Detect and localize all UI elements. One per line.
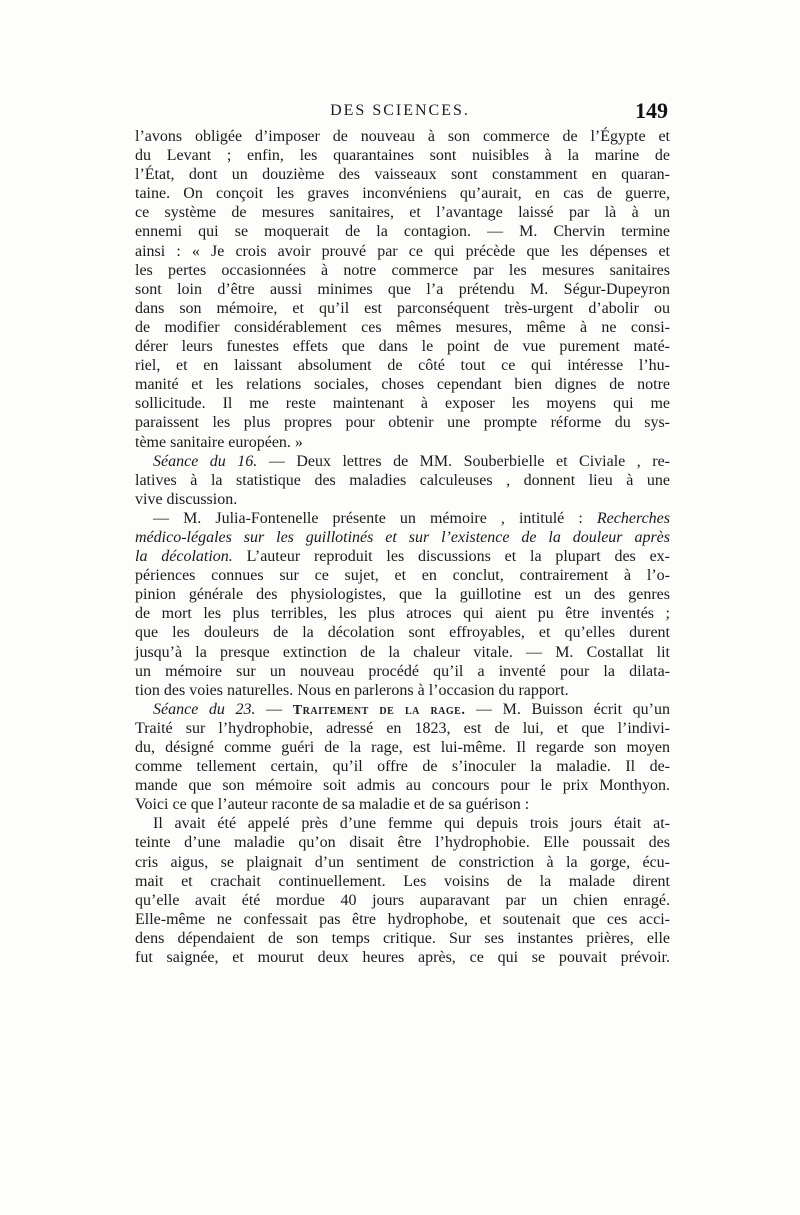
text-line: sont loin d’être aussi minimes que l’a prétendu M. Ségur-Dupeyron	[135, 280, 670, 298]
julia-line	[135, 509, 670, 528]
text-line: mait et crachait continuellement. Les voisins de la malade dirent	[135, 872, 670, 890]
memoir-title: Recherches	[596, 509, 670, 527]
text-line: paraissent les plus propres pour obtenir une prompte réforme du sys-	[135, 414, 670, 432]
text-line: de mort les plus terribles, les plus atroces qui aient pu être inventés ;	[135, 605, 670, 623]
text-line: dans son mémoire, et qu’il est parconséquent très-urgent d’abolir ou	[135, 299, 670, 317]
seance-16-text: — Deux lettres de MM. Souberbielle et Civiale , re-	[257, 452, 670, 470]
text-line: Traité sur l’hydrophobie, adressé en 1823, est de lui, et que l’indivi-	[135, 719, 670, 737]
seance-23-text: — M. Buisson écrit qu’un	[465, 700, 671, 718]
text-line: taine. On conçoit les graves inconvéniens qu’aurait, en cas de guerre,	[135, 185, 670, 203]
text-line: l’avons obligée d’imposer de nouveau à son commerce de l’Égypte et	[135, 128, 670, 145]
text-line: manité et les relations sociales, choses cependant bien dignes de notre	[135, 376, 670, 394]
text-line: dens dépendaient de son temps critique. Sur ses instantes prières, elle	[135, 929, 670, 947]
julia-text: — M. Julia-Fontenelle présente un mémoire , intitulé :	[153, 509, 597, 527]
text-line: ainsi : « Je crois avoir prouvé par ce qui précède que les dépenses et	[135, 242, 670, 260]
text-line: mande que son mémoire soit admis au concours pour le prix Monthyon.	[135, 777, 670, 795]
text-line: un mémoire sur un nouveau procédé qu’il a inventé pour la dilata-	[135, 662, 670, 680]
text-line: du, désigné comme guéri de la rage, est lui-même. Il regarde son moyen	[135, 739, 670, 756]
text-line: de modifier considérablement ces mêmes mesures, même à ne consi-	[135, 318, 670, 336]
text-line: teinte d’une maladie qu’on disait être l’hydrophobie. Elle poussait des	[135, 834, 670, 852]
memoir-title-end: la décolation.	[135, 548, 233, 566]
memoir-title-line: médico-légales sur les guillotinés et sur l’existence de la douleur après	[135, 528, 670, 546]
seance-16-label: Séance du 16.	[153, 452, 258, 470]
seance-16-line	[135, 452, 670, 471]
text-line: riel, et en laissant absolument de côté tout ce qui intéresse l’hu-	[135, 357, 670, 375]
text-line: ce système de mesures sanitaires, et l’avantage laissé par là à un	[135, 204, 670, 222]
section-heading: Traitement de la rage.	[292, 702, 466, 718]
running-head	[130, 96, 670, 126]
text-line: Elle-même ne confessait pas être hydrophobe, et soutenait que ces acci-	[135, 910, 670, 928]
text-line: tème sanitaire européen. »	[135, 433, 303, 451]
text-line: l’État, dont un douzième des vaisseaux sont constamment en quaran-	[135, 166, 670, 184]
text-line: que les douleurs de la décolation sont effroyables, et qu’elles durent	[135, 624, 670, 642]
text-line: du Levant ; enfin, les quarantaines sont nuisibles à la marine de	[135, 147, 670, 165]
text-line: jusqu’à la presque extinction de la chaleur vitale. — M. Costallat lit	[135, 643, 670, 661]
text-line: fut saignée, et mourut deux heures après, ce qui se pouvait prévoir.	[135, 949, 670, 967]
page-number: 149	[635, 98, 668, 123]
seance-23-line	[135, 700, 670, 719]
text-line: ennemi qui se moquerait de la contagion. — M. Chervin termine	[135, 223, 670, 241]
text-line: Il avait été appelé près d’une femme qui depuis trois jours était at-	[153, 815, 670, 833]
text-line: comme tellement certain, qu’il offre de s’inoculer la maladie. Il de-	[135, 758, 670, 776]
text-line: les pertes occasionnées à notre commerce par les mesures sanitaires	[135, 261, 670, 279]
text-line: Voici ce que l’auteur raconte de sa maladie et de sa guérison :	[135, 796, 530, 814]
seance-23-label: Séance du 23.	[153, 700, 256, 718]
text-line: cris aigus, se plaignait d’un sentiment de constriction à la gorge, écu-	[135, 853, 670, 871]
julia-line	[135, 547, 670, 566]
body-text	[135, 127, 670, 967]
julia-text: L’auteur reproduit les discussions et la plupart des ex-	[232, 548, 670, 566]
text-line: tion des voies naturelles. Nous en parlerons à l’occasion du rapport.	[135, 681, 569, 699]
text-line: vive discussion.	[135, 490, 238, 508]
text-line: latives à la statistique des maladies calculeuses , donnent lieu à une	[135, 471, 670, 489]
text-line: dérer leurs funestes effets que dans le point de vue purement maté-	[135, 338, 670, 356]
text-line: pinion générale des physiologistes, que la guillotine est un des genres	[135, 586, 670, 604]
text-line: qu’elle avait été mordue 40 jours auparavant par un chien enragé.	[135, 891, 670, 909]
text-line: sollicitude. Il me reste maintenant à exposer les moyens qui me	[135, 395, 670, 413]
running-title: DES SCIENCES.	[330, 102, 470, 119]
dash: —	[255, 700, 293, 718]
text-line: périences connues sur ce sujet, et en conclut, contrairement à l’o-	[135, 567, 670, 585]
